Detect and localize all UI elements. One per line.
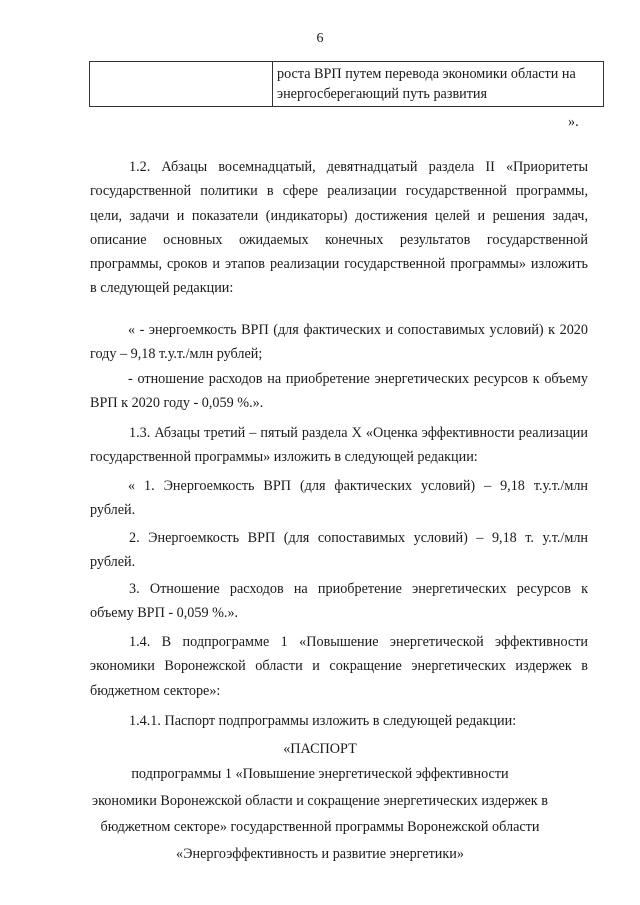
passport-line: «Энергоэффективность и развитие энергетики»: [176, 846, 464, 862]
paragraph-1-4: 1.4. В подпрограмме 1 «Повышение энергетической эффективности экономики Воронежской области и сокращение энергетических издержек в бюджетном секторе»:: [90, 634, 588, 699]
paragraph-1-4-1: 1.4.1. Паспорт подпрограммы изложить в следующей редакции:: [129, 713, 517, 729]
page-number: 6: [316, 31, 324, 46]
paragraph-item-1: « 1. Энергоемкость ВРП (для фактических условий) – 9,18 т.у.т./млн рублей.: [90, 478, 588, 519]
continuation-table: [89, 61, 604, 107]
passport-line: бюджетном секторе» государственной программы Воронежской области: [100, 819, 540, 835]
paragraph-item-3: 3. Отношение расходов на приобретение энергетических ресурсов к объему ВРП - 0,059 %.».: [90, 581, 588, 622]
passport-line: экономики Воронежской области и сокращение энергетических издержек в: [92, 793, 548, 809]
closing-quote: ».: [568, 114, 579, 130]
paragraph-item-2: 2. Энергоемкость ВРП (для сопоставимых условий) – 9,18 т. у.т./млн рублей.: [90, 530, 588, 571]
table-right-cell: роста ВРП путем перевода экономики области на энергосберегающий путь развития: [273, 62, 604, 107]
passport-heading: «ПАСПОРТ: [283, 741, 357, 757]
passport-line: подпрограммы 1 «Повышение энергетической эффективности: [131, 766, 509, 782]
paragraph-1-2: 1.2. Абзацы восемнадцатый, девятнадцатый раздела II «Приоритеты государственной политики в сфере реализации государственной программы, цели, задачи и показатели (индикаторы) достижения целей и решения задач, описание основных ожидаемых конечных результатов государственной программы, сроков и этапов реализации государственной программы» изложить в следующей редакции:: [90, 159, 588, 297]
paragraph-1-3: 1.3. Абзацы третий – пятый раздела X «Оценка эффективности реализации государственной программы» изложить в следующей редакции:: [90, 425, 588, 466]
paragraph-expense-ratio: - отношение расходов на приобретение энергетических ресурсов к объему ВРП к 2020 году - 0,059 %.».: [90, 371, 588, 412]
table-left-cell: [90, 62, 273, 107]
paragraph-energy-intensity: « - энергоемкость ВРП (для фактических и сопоставимых условий) к 2020 году – 9,18 т.у.т./млн рублей;: [90, 322, 588, 363]
